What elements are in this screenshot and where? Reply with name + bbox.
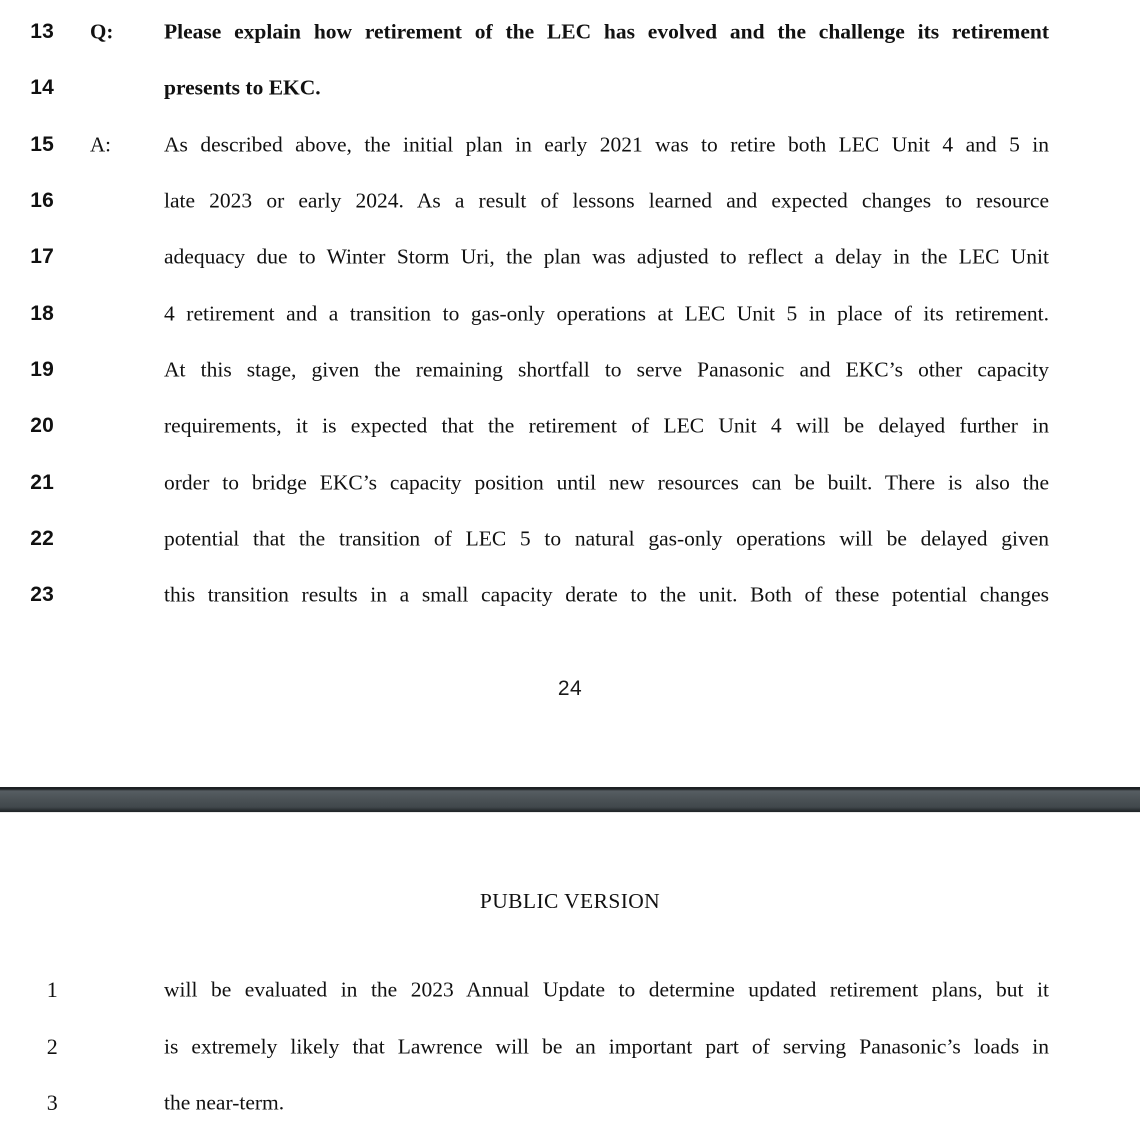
line-text: At this stage, given the remaining shortfall to serve Panasonic and EKC’s other capacity <box>164 357 1049 382</box>
transcript-line <box>0 1019 1140 1075</box>
transcript-line <box>0 962 1140 1018</box>
transcript-line <box>0 117 1140 173</box>
line-text: adequacy due to Winter Storm Uri, the plan was adjusted to reflect a delay in the LEC Unit <box>164 245 1049 270</box>
transcript-line <box>0 1075 1140 1131</box>
line-text: As described above, the initial plan in early 2021 was to retire both LEC Unit 4 and 5 in <box>164 132 1049 157</box>
page-break-divider <box>0 787 1140 813</box>
transcript-line <box>0 454 1140 510</box>
line-number: 21 <box>30 470 54 494</box>
line-number: 3 <box>46 1090 58 1115</box>
transcript-line <box>0 398 1140 454</box>
line-text: potential that the transition of LEC 5 to natural gas-only operations will be delayed given <box>164 526 1049 551</box>
line-number: 2 <box>46 1033 58 1059</box>
transcript-line <box>0 4 1140 60</box>
transcript-line <box>0 342 1140 398</box>
line-number: 22 <box>30 526 54 550</box>
transcript-line <box>0 173 1140 229</box>
line-number: 19 <box>30 357 54 381</box>
line-text: the near-term. <box>164 1090 285 1115</box>
line-text: requirements, it is expected that the retirement of LEC Unit 4 will be delayed further in <box>164 413 1049 438</box>
header-spacer <box>0 914 1140 962</box>
line-number: 13 <box>30 20 54 44</box>
line-text: order to bridge EKC’s capacity position until new resources can be built. There is also the <box>164 470 1049 495</box>
line-number: 20 <box>30 414 54 438</box>
document-page-two <box>0 889 1140 1131</box>
line-text: is extremely likely that Lawrence will be an important part of serving Panasonic’s loads in <box>164 1034 1049 1059</box>
line-number: 15 <box>30 132 54 156</box>
line-number: 1 <box>46 977 58 1003</box>
speaker-label: Q: <box>90 19 114 44</box>
transcript-line <box>0 60 1140 116</box>
line-number: 18 <box>30 301 54 325</box>
public-version-header: PUBLIC VERSION <box>479 889 661 914</box>
speaker-label: A: <box>90 132 111 157</box>
line-text: late 2023 or early 2024. As a result of lessons learned and expected changes to resource <box>164 188 1049 213</box>
line-text: this transition results in a small capacity derate to the unit. Both of these potential changes <box>164 582 1049 607</box>
transcript-line <box>0 285 1140 341</box>
transcript-line <box>0 567 1140 623</box>
line-text: 4 retirement and a transition to gas-only operations at LEC Unit 5 in place of its retirement. <box>164 301 1049 326</box>
page-number: 24 <box>557 677 583 701</box>
line-number: 16 <box>30 189 54 213</box>
line-number: 14 <box>30 76 54 100</box>
line-text: presents to EKC. <box>164 76 321 101</box>
line-number: 23 <box>30 583 54 607</box>
line-text: will be evaluated in the 2023 Annual Update to determine updated retirement plans, but it <box>164 978 1049 1003</box>
transcript-line <box>0 229 1140 285</box>
line-number: 17 <box>30 245 54 269</box>
transcript-line <box>0 511 1140 567</box>
line-text: Please explain how retirement of the LEC has evolved and the challenge its retirement <box>164 19 1049 44</box>
